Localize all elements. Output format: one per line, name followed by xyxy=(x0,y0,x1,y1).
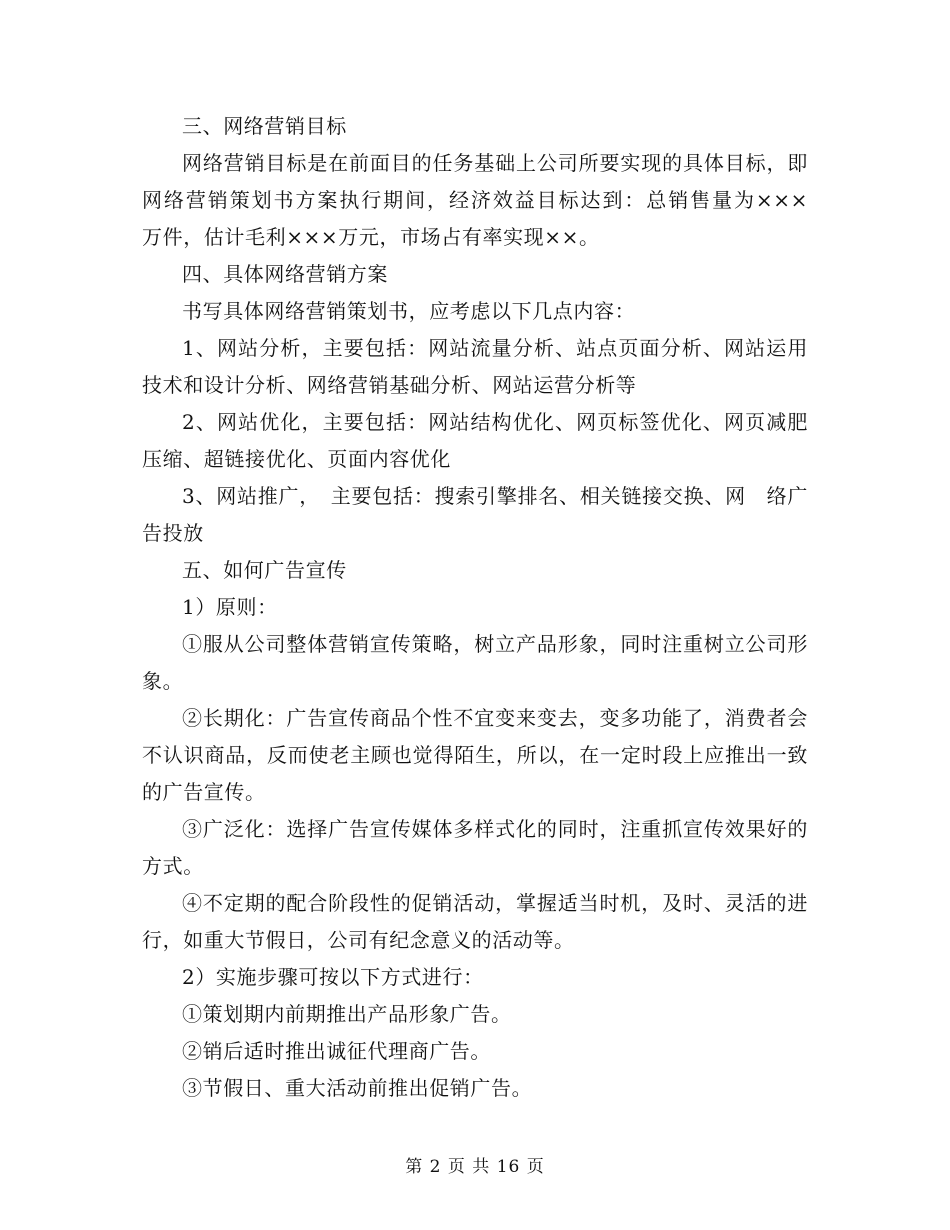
list-item: ③节假日、重大活动前推出促销广告。 xyxy=(182,1076,533,1100)
list-item: ①服从公司整体营销宣传策略，树立产品形象，同时注重树立公司形象。 xyxy=(142,632,808,693)
section-heading: 五、如何广告宣传 xyxy=(182,558,347,582)
list-item: ②销后适时推出诚征代理商广告。 xyxy=(182,1039,491,1063)
list-item: ②长期化：广告宣传商品个性不宜变来变去，变多功能了，消费者会不认识商品，反而使老主顾也觉得陌生，所以，在一定时段上应推出一致的广告宣传。 xyxy=(142,706,808,804)
paragraph: 书写具体网络营销策划书，应考虑以下几点内容： xyxy=(182,299,636,323)
section-heading: 四、具体网络营销方案 xyxy=(182,262,388,286)
list-item: ④不定期的配合阶段性的促销活动，掌握适当时机，及时、灵活的进行，如重大节假日，公司有纪念意义的活动等。 xyxy=(142,891,808,952)
list-item: ③广泛化：选择广告宣传媒体多样式化的同时，注重抓宣传效果好的方式。 xyxy=(142,817,808,878)
list-item: 3、网站推广， 主要包括：搜索引擎排名、相关链接交换、网 络广告投放 xyxy=(142,484,808,545)
list-item: 1、网站分析，主要包括：网站流量分析、站点页面分析、网站运用技术和设计分析、网络营销基础分析、网站运营分析等 xyxy=(142,336,808,397)
list-item: 2、网站优化，主要包括：网站结构优化、网页标签优化、网页减肥压缩、超链接优化、页面内容优化 xyxy=(142,410,808,471)
section-heading: 三、网络营销目标 xyxy=(182,114,347,138)
sub-heading: 1）原则： xyxy=(182,595,278,619)
page-footer xyxy=(0,1152,950,1177)
page-number: 第 2 页 共 16 页 xyxy=(405,1157,545,1177)
paragraph: 网络营销目标是在前面目的任务基础上公司所要实现的具体目标，即网络营销策划书方案执行期间，经济效益目标达到：总销售量为××× 万件，估计毛利×××万元，市场占有率实现××。 xyxy=(142,151,829,249)
sub-heading: 2）实施步骤可按以下方式进行： xyxy=(182,965,484,989)
list-item: ①策划期内前期推出产品形象广告。 xyxy=(182,1002,512,1026)
document-body xyxy=(142,108,829,1107)
